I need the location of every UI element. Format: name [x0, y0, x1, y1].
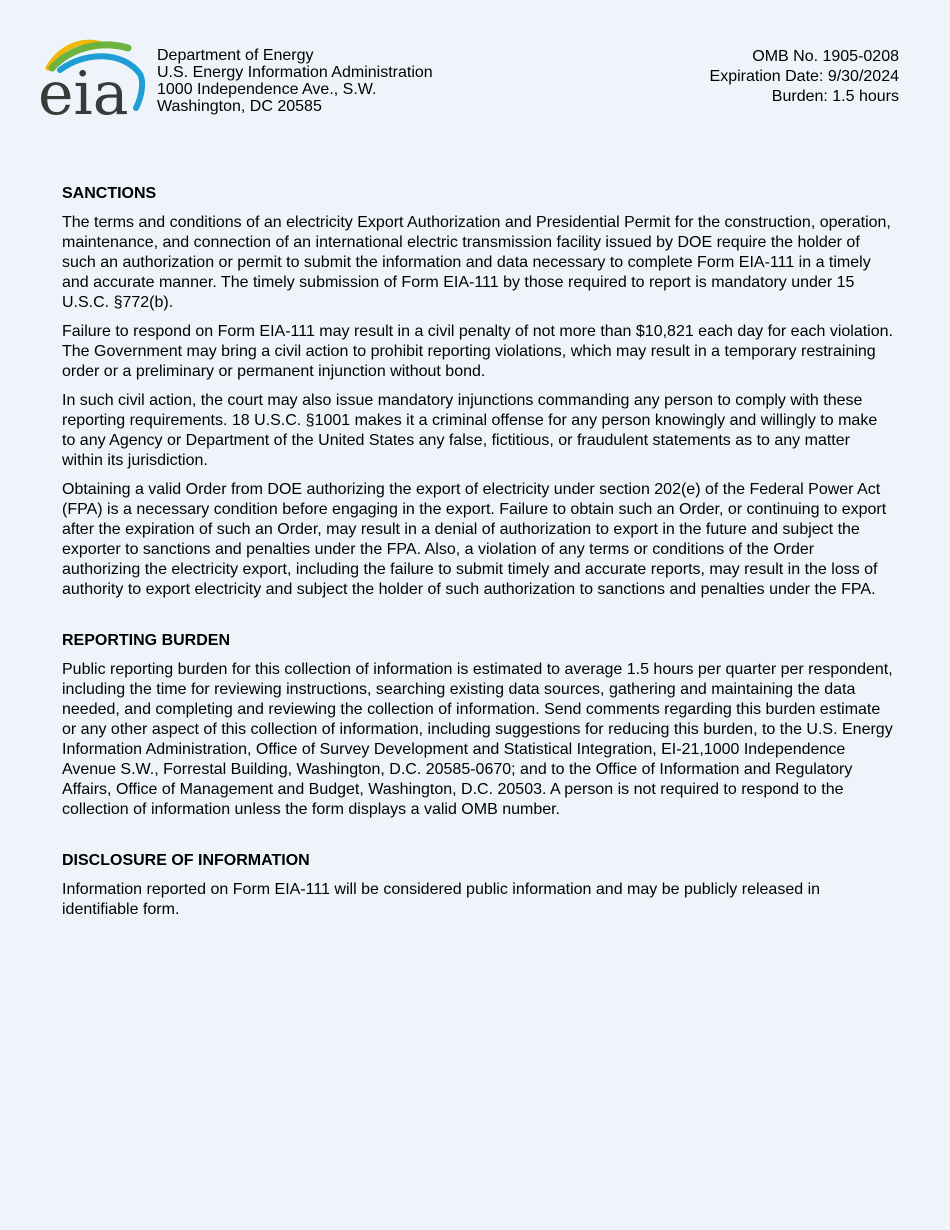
page-header [0, 0, 950, 130]
paragraph: Failure to respond on Form EIA-111 may result in a civil penalty of not more than $10,821 each day for each violation. The Government may bring a civil action to prohibit reporting violations, which may result in a temporary restraining order or a preliminary or permanent injunction without bond. [62, 323, 893, 380]
section-title: SANCTIONS [62, 185, 157, 202]
paragraph: Information reported on Form EIA-111 will be considered public information and may be publicly released in identifiable form. [62, 881, 821, 918]
omb-number: OMB No. 1905-0208 [752, 48, 899, 65]
section-reporting-burden [62, 631, 894, 820]
expiration-date: Expiration Date: 9/30/2024 [709, 68, 899, 85]
paragraph: In such civil action, the court may also issue mandatory injunctions commanding any person to comply with these reporting requirements. 18 U.S.C. §1001 makes it a criminal offense for any person knowingly and willingly to make to any Agency or Department of the United States any false, fictitious, or fraudulent statements as to any matter within its jurisdiction. [62, 392, 878, 469]
logo-wordmark: eia [38, 59, 129, 120]
omb-info [710, 47, 899, 107]
agency-street: 1000 Independence Ave., S.W. [157, 81, 377, 98]
agency-name: U.S. Energy Information Administration [157, 64, 433, 81]
eia-logo [38, 38, 146, 120]
eia-logo-icon [38, 38, 146, 120]
section-sanctions [62, 184, 894, 600]
burden-hours: Burden: 1.5 hours [771, 88, 899, 105]
section-disclosure [62, 851, 894, 920]
paragraph: The terms and conditions of an electricity Export Authorization and Presidential Permit for the construction, operation, maintenance, and connection of an international electric transmission facility issued by DOE require the holder of such an authorization or permit to submit the information and data necessary to complete Form EIA-111 in a timely and accurate manner. The timely submission of Form EIA-111 by those required to report is mandatory under 15 U.S.C. §772(b). [62, 214, 891, 311]
document-body [62, 184, 894, 951]
section-title: DISCLOSURE OF INFORMATION [62, 852, 310, 869]
agency-address [157, 47, 433, 115]
paragraph: Public reporting burden for this collection of information is estimated to average 1.5 hours per quarter per respondent, including the time for reviewing instructions, searching existing data sources, gathering and maintaining the data needed, and completing and reviewing the collection of information. Send comments regarding this burden estimate or any other aspect of this collection of information, including suggestions for reducing this burden, to the U.S. Energy Information Administration, Office of Survey Development and Statistical Integration, EI-21,1000 Independence Avenue S.W., Forrestal Building, Washington, D.C. 20585-0670; and to the Office of Information and Regulatory Affairs, Office of Management and Budget, Washington, D.C. 20503. A person is not required to respond to the collection of information unless the form displays a valid OMB number. [62, 661, 893, 818]
paragraph: Obtaining a valid Order from DOE authorizing the export of electricity under section 202(e) of the Federal Power Act (FPA) is a necessary condition before engaging in the export. Failure to obtain such an Order, or continuing to export after the expiration of such an Order, may result in a denial of authorization to export in the future and subject the exporter to sanctions and penalties under the FPA. Also, a violation of any terms or conditions of the Order authorizing the electricity export, including the failure to submit timely and accurate reports, may result in the loss of authority to export electricity and subject the holder of such authorization to sanctions and penalties under the FPA. [62, 481, 887, 598]
agency-city: Washington, DC 20585 [157, 98, 322, 115]
section-title: REPORTING BURDEN [62, 632, 231, 649]
agency-department: Department of Energy [157, 47, 314, 64]
